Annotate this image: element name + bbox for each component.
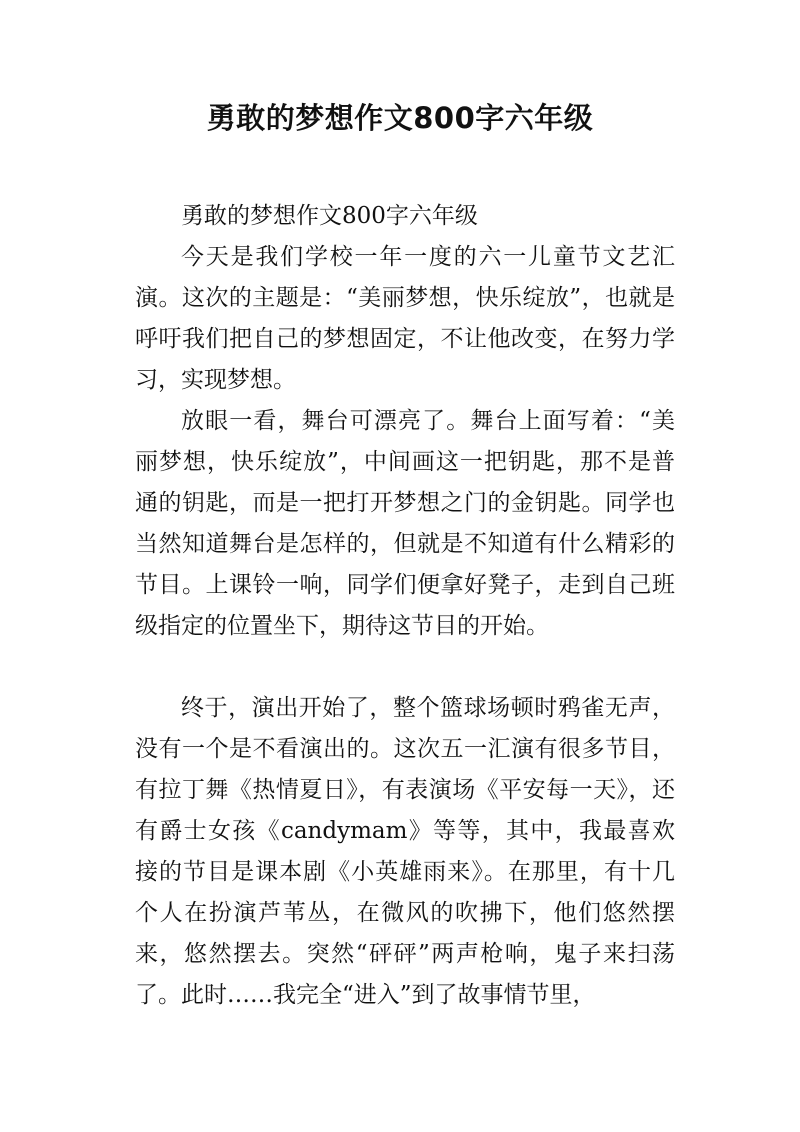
paragraph-subtitle: 勇敢的梦想作文800字六年级 [181, 203, 478, 229]
paragraph-performance: 终于，演出开始了，整个篮球场顿时鸦雀无声，没有一个是不看演出的。这次五一汇演有很多节目，有拉丁舞《热情夏日》，有表演场《平安每一天》，还有爵士女孩《candymam》等等，其中，我最喜欢接的节目是课本剧《小英雄雨来》。在那里，有十几个人在扮演芦苇丛，在微风的吹拂下，他们悠然摆来，悠然摆去。突然“砰砰”两声枪响，鬼子来扫荡了。此时……我完全“进入”到了故事情节里， [135, 695, 675, 1008]
document-body [135, 196, 675, 1016]
paragraph-stage: 放眼一看，舞台可漂亮了。舞台上面写着：“美丽梦想，快乐绽放”，中间画这一把钥匙，那不是普通的钥匙，而是一把打开梦想之门的金钥匙。同学也当然知道舞台是怎样的，但就是不知道有什么精彩的节目。上课铃一响，同学们便拿好凳子，走到自己班级指定的位置坐下，期待这节目的开始。 [135, 408, 675, 639]
paragraph-intro: 今天是我们学校一年一度的六一儿童节文艺汇演。这次的主题是：“美丽梦想，快乐绽放”，也就是呼吁我们把自己的梦想固定，不让他改变，在努力学习，实现梦想。 [135, 244, 675, 393]
document-title: 勇敢的梦想作文800字六年级 [206, 101, 594, 135]
